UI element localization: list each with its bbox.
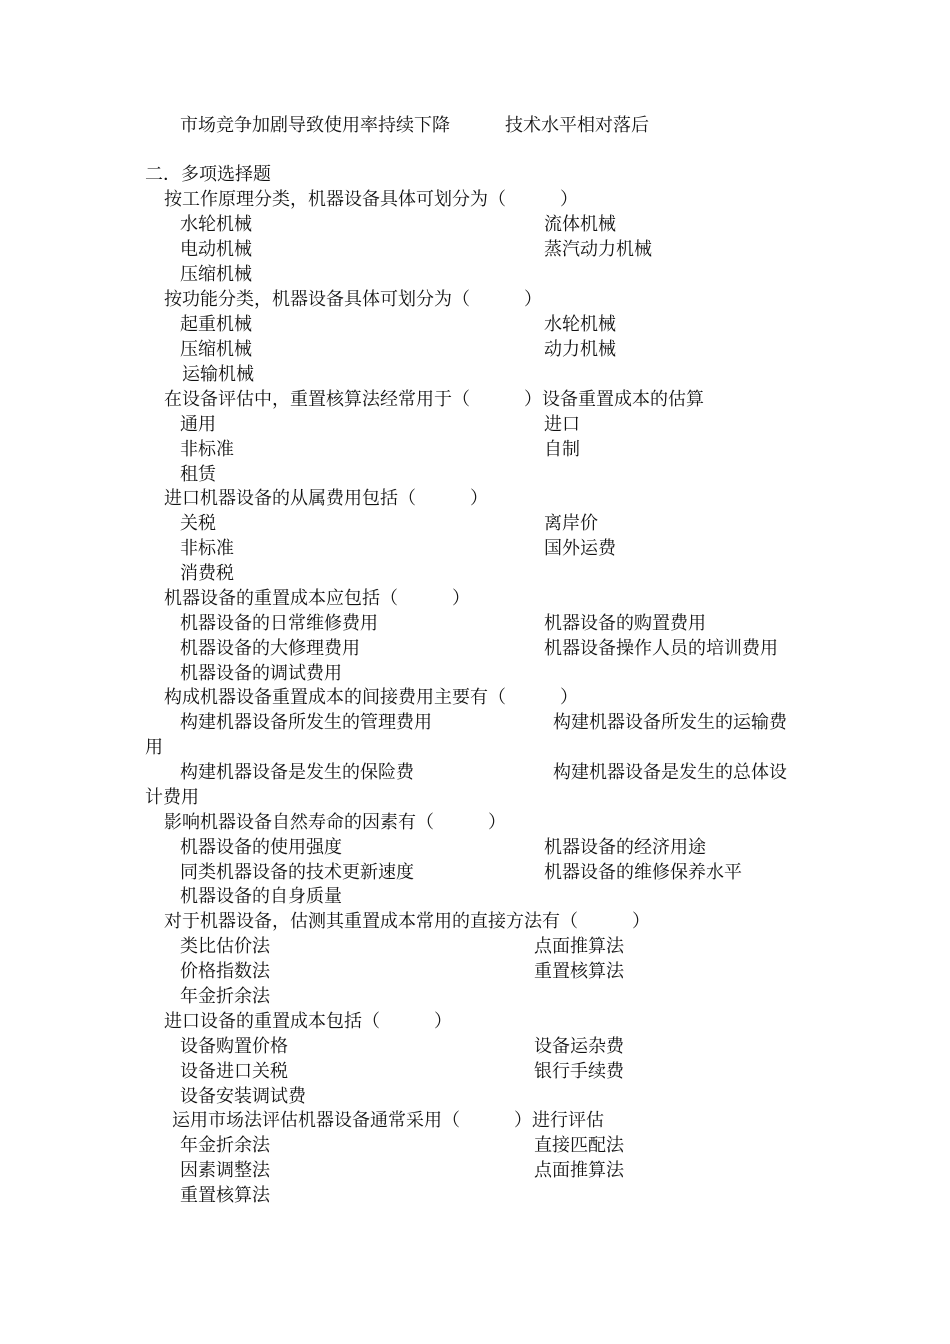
option: 租赁 (180, 464, 216, 485)
option: 水轮机械 (544, 314, 616, 335)
question-text: 对于机器设备，估测其重置成本常用的直接方法有（ ） (164, 911, 650, 932)
option: 机器设备的维修保养水平 (544, 862, 742, 883)
option: 设备购置价格 (180, 1036, 288, 1057)
option: 设备安装调试费 (180, 1086, 306, 1107)
option: 机器设备的调试费用 (180, 663, 342, 684)
option-continuation: 计费用 (145, 787, 199, 808)
intro-line (0, 114, 950, 138)
options-row (0, 1060, 950, 1084)
options-row (0, 960, 950, 984)
section-title-line (0, 163, 950, 187)
option: 构建机器设备是发生的总体设 (553, 762, 787, 783)
option: 水轮机械 (180, 214, 252, 235)
options-row (0, 935, 950, 959)
question-5 (0, 587, 950, 611)
question-text: 进口机器设备的从属费用包括（ ） (164, 488, 488, 509)
option: 机器设备的日常维修费用 (180, 613, 378, 634)
intro-option-left: 市场竞争加剧导致使用率持续下降 (180, 115, 450, 136)
options-row (0, 1035, 950, 1059)
option: 点面推算法 (534, 1160, 624, 1181)
section-title: 二．多项选择题 (145, 164, 271, 185)
option: 机器设备的自身质量 (180, 886, 342, 907)
option: 国外运费 (544, 538, 616, 559)
options-row (0, 662, 950, 686)
option: 起重机械 (180, 314, 252, 335)
option: 进口 (544, 414, 580, 435)
option: 运输机械 (182, 364, 254, 385)
question-text: 按工作原理分类，机器设备具体可划分为（ ） (164, 189, 578, 210)
question-text: 在设备评估中，重置核算法经常用于（ ）设备重置成本的估算 (164, 389, 704, 410)
options-row (0, 761, 950, 785)
option: 重置核算法 (180, 1185, 270, 1206)
option: 年金折余法 (180, 1135, 270, 1156)
question-3 (0, 388, 950, 412)
options-row (0, 985, 950, 1009)
question-text: 进口设备的重置成本包括（ ） (164, 1011, 452, 1032)
question-7 (0, 811, 950, 835)
option: 压缩机械 (180, 264, 252, 285)
option-wrap-line (0, 736, 950, 760)
intro-option-right: 技术水平相对落后 (505, 115, 649, 136)
option: 因素调整法 (180, 1160, 270, 1181)
options-row (0, 612, 950, 636)
option: 直接匹配法 (534, 1135, 624, 1156)
option: 动力机械 (544, 339, 616, 360)
options-row (0, 1159, 950, 1183)
option: 消费税 (180, 563, 234, 584)
options-row (0, 338, 950, 362)
option: 流体机械 (544, 214, 616, 235)
options-row (0, 885, 950, 909)
option: 年金折余法 (180, 986, 270, 1007)
question-text: 构成机器设备重置成本的间接费用主要有（ ） (164, 687, 578, 708)
option: 压缩机械 (180, 339, 252, 360)
question-text: 运用市场法评估机器设备通常采用（ ）进行评估 (172, 1110, 604, 1131)
question-2 (0, 288, 950, 312)
option: 关税 (180, 513, 216, 534)
question-text: 影响机器设备自然寿命的因素有（ ） (164, 812, 506, 833)
options-row (0, 313, 950, 337)
option: 蒸汽动力机械 (544, 239, 652, 260)
option: 构建机器设备所发生的管理费用 (180, 712, 432, 733)
options-row (0, 1184, 950, 1208)
option: 机器设备操作人员的培训费用 (544, 638, 778, 659)
option: 构建机器设备所发生的运输费 (553, 712, 787, 733)
options-row (0, 213, 950, 237)
options-row (0, 512, 950, 536)
options-row (0, 537, 950, 561)
options-row (0, 413, 950, 437)
option: 银行手续费 (534, 1061, 624, 1082)
option: 电动机械 (180, 239, 252, 260)
option: 非标准 (180, 538, 234, 559)
options-row (0, 861, 950, 885)
options-row (0, 711, 950, 735)
option: 通用 (180, 414, 216, 435)
options-row (0, 836, 950, 860)
option: 点面推算法 (534, 936, 624, 957)
options-row (0, 438, 950, 462)
option: 机器设备的购置费用 (544, 613, 706, 634)
options-row (0, 363, 950, 387)
question-9 (0, 1010, 950, 1034)
option: 机器设备的大修理费用 (180, 638, 360, 659)
option: 机器设备的经济用途 (544, 837, 706, 858)
question-10 (0, 1109, 950, 1133)
option: 设备运杂费 (534, 1036, 624, 1057)
question-4 (0, 487, 950, 511)
question-8 (0, 910, 950, 934)
options-row (0, 263, 950, 287)
option: 同类机器设备的技术更新速度 (180, 862, 414, 883)
options-row (0, 637, 950, 661)
question-text: 机器设备的重置成本应包括（ ） (164, 588, 470, 609)
option: 价格指数法 (180, 961, 270, 982)
option: 设备进口关税 (180, 1061, 288, 1082)
question-1 (0, 188, 950, 212)
option: 离岸价 (544, 513, 598, 534)
option: 重置核算法 (534, 961, 624, 982)
option: 自制 (544, 439, 580, 460)
options-row (0, 238, 950, 262)
question-6 (0, 686, 950, 710)
option: 非标准 (180, 439, 234, 460)
question-text: 按功能分类，机器设备具体可划分为（ ） (164, 289, 542, 310)
options-row (0, 1134, 950, 1158)
option: 机器设备的使用强度 (180, 837, 342, 858)
option: 构建机器设备是发生的保险费 (180, 762, 414, 783)
option-wrap-line (0, 786, 950, 810)
option-continuation: 用 (145, 737, 163, 758)
option: 类比估价法 (180, 936, 270, 957)
options-row (0, 562, 950, 586)
options-row (0, 463, 950, 487)
options-row (0, 1085, 950, 1109)
